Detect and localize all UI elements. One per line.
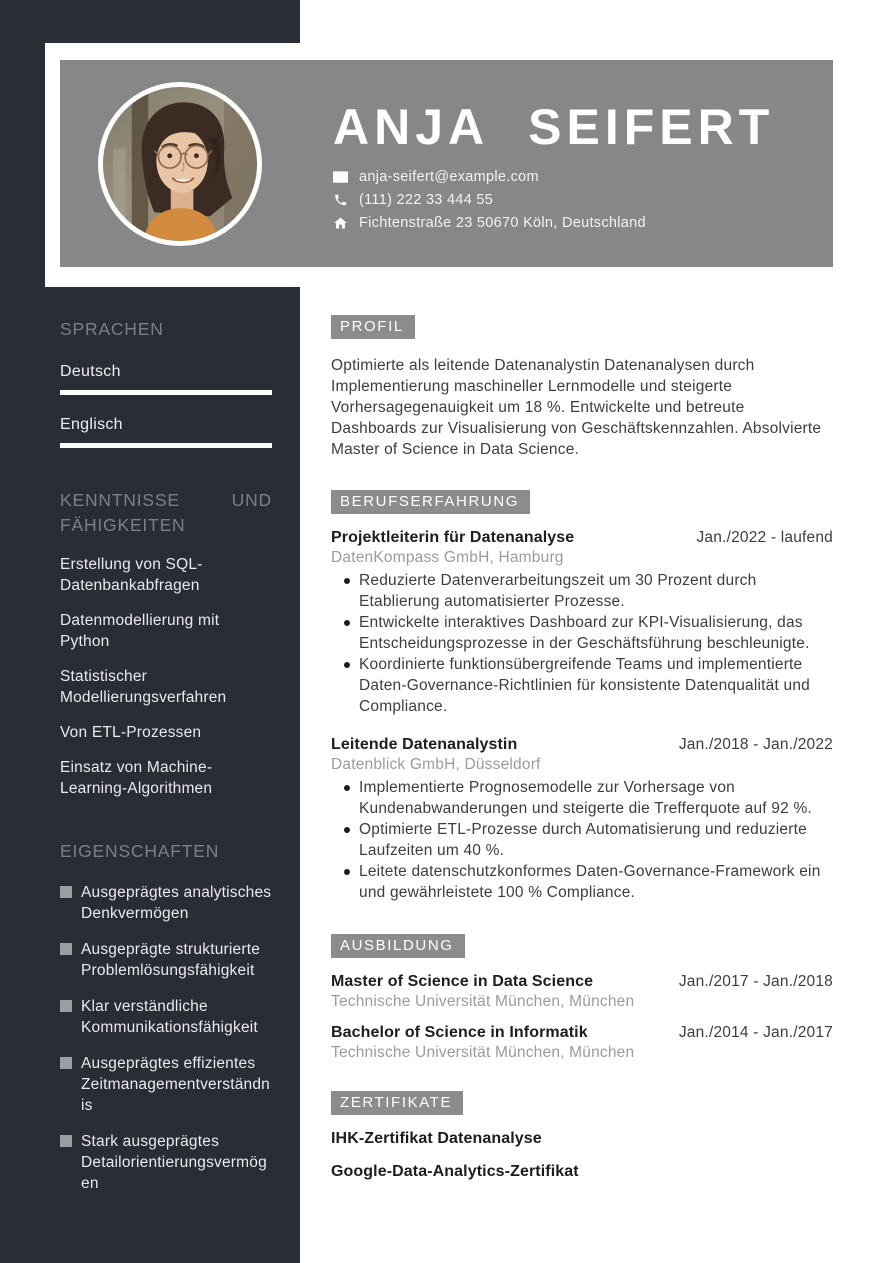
square-bullet-icon: [60, 943, 72, 955]
sidebar-heading-kenntnisse: KENNTNISSE UND FÄHIGKEITEN: [60, 490, 272, 535]
square-bullet-icon: [60, 1135, 72, 1147]
education-entry: [331, 1024, 833, 1062]
main-content: [331, 315, 833, 1181]
top-accent-block: [0, 0, 300, 43]
header-text-block: [333, 60, 813, 238]
person-name: ANJA SEIFERT: [333, 99, 775, 155]
contact-list: [333, 169, 813, 231]
skill-item: Datenmodellierung mit Python: [60, 612, 220, 650]
portrait-illustration: [103, 87, 257, 241]
trait-item: [60, 996, 272, 1038]
section-label-profil: PROFIL: [331, 315, 415, 339]
job-entry: [331, 529, 833, 717]
job-bullet: Leitete datenschutzkonformes Daten-Governance-Framework ein und gewährleistete 100 % Compliance.: [331, 861, 833, 903]
skill-item: Statistischer Modellierungsverfahren: [60, 668, 227, 706]
job-dates: Jan./2022 - laufend: [696, 529, 833, 546]
education-entry: [331, 973, 833, 1011]
job-dates: Jan./2018 - Jan./2022: [678, 736, 833, 753]
job-head: [331, 736, 833, 754]
trait-item: [60, 1131, 272, 1194]
certificate-item: Google-Data-Analytics-Zertifikat: [331, 1163, 579, 1180]
trait-text: Ausgeprägtes effizientes Zeitmanagementverständnis: [81, 1055, 270, 1114]
language-name: Englisch: [60, 416, 123, 433]
trait-text: Ausgeprägtes analytisches Denkvermögen: [81, 884, 272, 922]
trait-item: [60, 1053, 272, 1116]
job-bullet-list: [331, 570, 833, 717]
job-company: Datenblick GmbH, Düsseldorf: [331, 756, 541, 773]
profil-text: Optimierte als leitende Datenanalystin Datenanalysen durch Implementierung maschineller Lernmodelle und steigerte Vorhersagegenauigkeit um 18 %. Entwickelte und betreute Dashboards zur Visualisierung von Geschäftskennzahlen. Absolvierte Master of Science in Data Science.: [331, 357, 822, 458]
trait-text: Klar verständliche Kommunikationsfähigkeit: [81, 998, 258, 1036]
contact-address-text: Fichtenstraße 23 50670 Köln, Deutschland: [359, 215, 646, 231]
education-school: Technische Universität München, München: [331, 993, 635, 1010]
job-bullet-list: [331, 777, 833, 903]
education-dates: Jan./2014 - Jan./2017: [678, 1024, 833, 1041]
education-school: Technische Universität München, München: [331, 1044, 635, 1061]
sidebar-heading-eigenschaften: EIGENSCHAFTEN: [60, 841, 220, 861]
trait-item: [60, 939, 272, 981]
job-bullet: Entwickelte interaktives Dashboard zur KPI-Visualisierung, das Entscheidungsprozesse in der Geschäftsführung beschleunigte.: [331, 612, 833, 654]
trait-item: [60, 882, 272, 924]
job-bullet: Optimierte ETL-Prozesse durch Automatisierung und reduzierte Laufzeiten um 40 %.: [331, 819, 833, 861]
certificate-item: IHK-Zertifikat Datenanalyse: [331, 1130, 542, 1147]
sidebar: [0, 287, 300, 1263]
education-head: [331, 1024, 833, 1042]
trait-text: Stark ausgeprägtes Detailorientierungsvermögen: [81, 1133, 267, 1192]
job-bullet: Reduzierte Datenverarbeitungszeit um 30 Prozent durch Etablierung automatisierter Prozesse.: [331, 570, 833, 612]
square-bullet-icon: [60, 886, 72, 898]
job-title: Leitende Datenanalystin: [331, 736, 518, 753]
skill-list: [60, 554, 272, 799]
contact-phone-text: (111) 222 33 444 55: [359, 192, 494, 208]
envelope-icon: [333, 170, 348, 184]
phone-icon: [333, 193, 348, 207]
job-title: Projektleiterin für Datenanalyse: [331, 529, 575, 546]
contact-phone: [333, 192, 813, 208]
job-bullet: Implementierte Prognosemodelle zur Vorhersage von Kundenabwanderungen und steigerte die Trefferquote auf 92 %.: [331, 777, 833, 819]
skill-item: Von ETL-Prozessen: [60, 724, 202, 741]
skill-item: Erstellung von SQL-Datenbankabfragen: [60, 556, 203, 594]
language-level-bar: [60, 443, 272, 448]
contact-address: [333, 215, 813, 231]
contact-email-text: anja-seifert@example.com: [359, 169, 539, 185]
language-item: [60, 363, 272, 395]
job-entry: [331, 736, 833, 903]
square-bullet-icon: [60, 1000, 72, 1012]
square-bullet-icon: [60, 1057, 72, 1069]
contact-email: [333, 169, 813, 185]
language-item: [60, 416, 272, 448]
trait-text: Ausgeprägte strukturierte Problemlösungsfähigkeit: [81, 941, 261, 979]
section-label-berufserfahrung: BERUFSERFAHRUNG: [331, 490, 530, 514]
education-degree: Bachelor of Science in Informatik: [331, 1024, 588, 1041]
job-bullet: Koordinierte funktionsübergreifende Teams und implementierte Daten-Governance-Richtlinien für konsistente Datenqualität und Compliance.: [331, 654, 833, 717]
job-company: DatenKompass GmbH, Hamburg: [331, 549, 564, 566]
profile-photo: [98, 82, 262, 246]
language-name: Deutsch: [60, 363, 121, 380]
education-dates: Jan./2017 - Jan./2018: [678, 973, 833, 990]
sidebar-heading-sprachen: SPRACHEN: [60, 319, 164, 339]
section-label-zertifikate: ZERTIFIKATE: [331, 1091, 463, 1115]
job-head: [331, 529, 833, 547]
section-label-ausbildung: AUSBILDUNG: [331, 934, 465, 958]
skill-item: Einsatz von Machine-Learning-Algorithmen: [60, 759, 213, 797]
header-banner: [60, 60, 833, 267]
education-degree: Master of Science in Data Science: [331, 973, 594, 990]
education-head: [331, 973, 833, 991]
trait-list: [60, 882, 272, 1194]
language-level-bar: [60, 390, 272, 395]
home-icon: [333, 216, 348, 230]
